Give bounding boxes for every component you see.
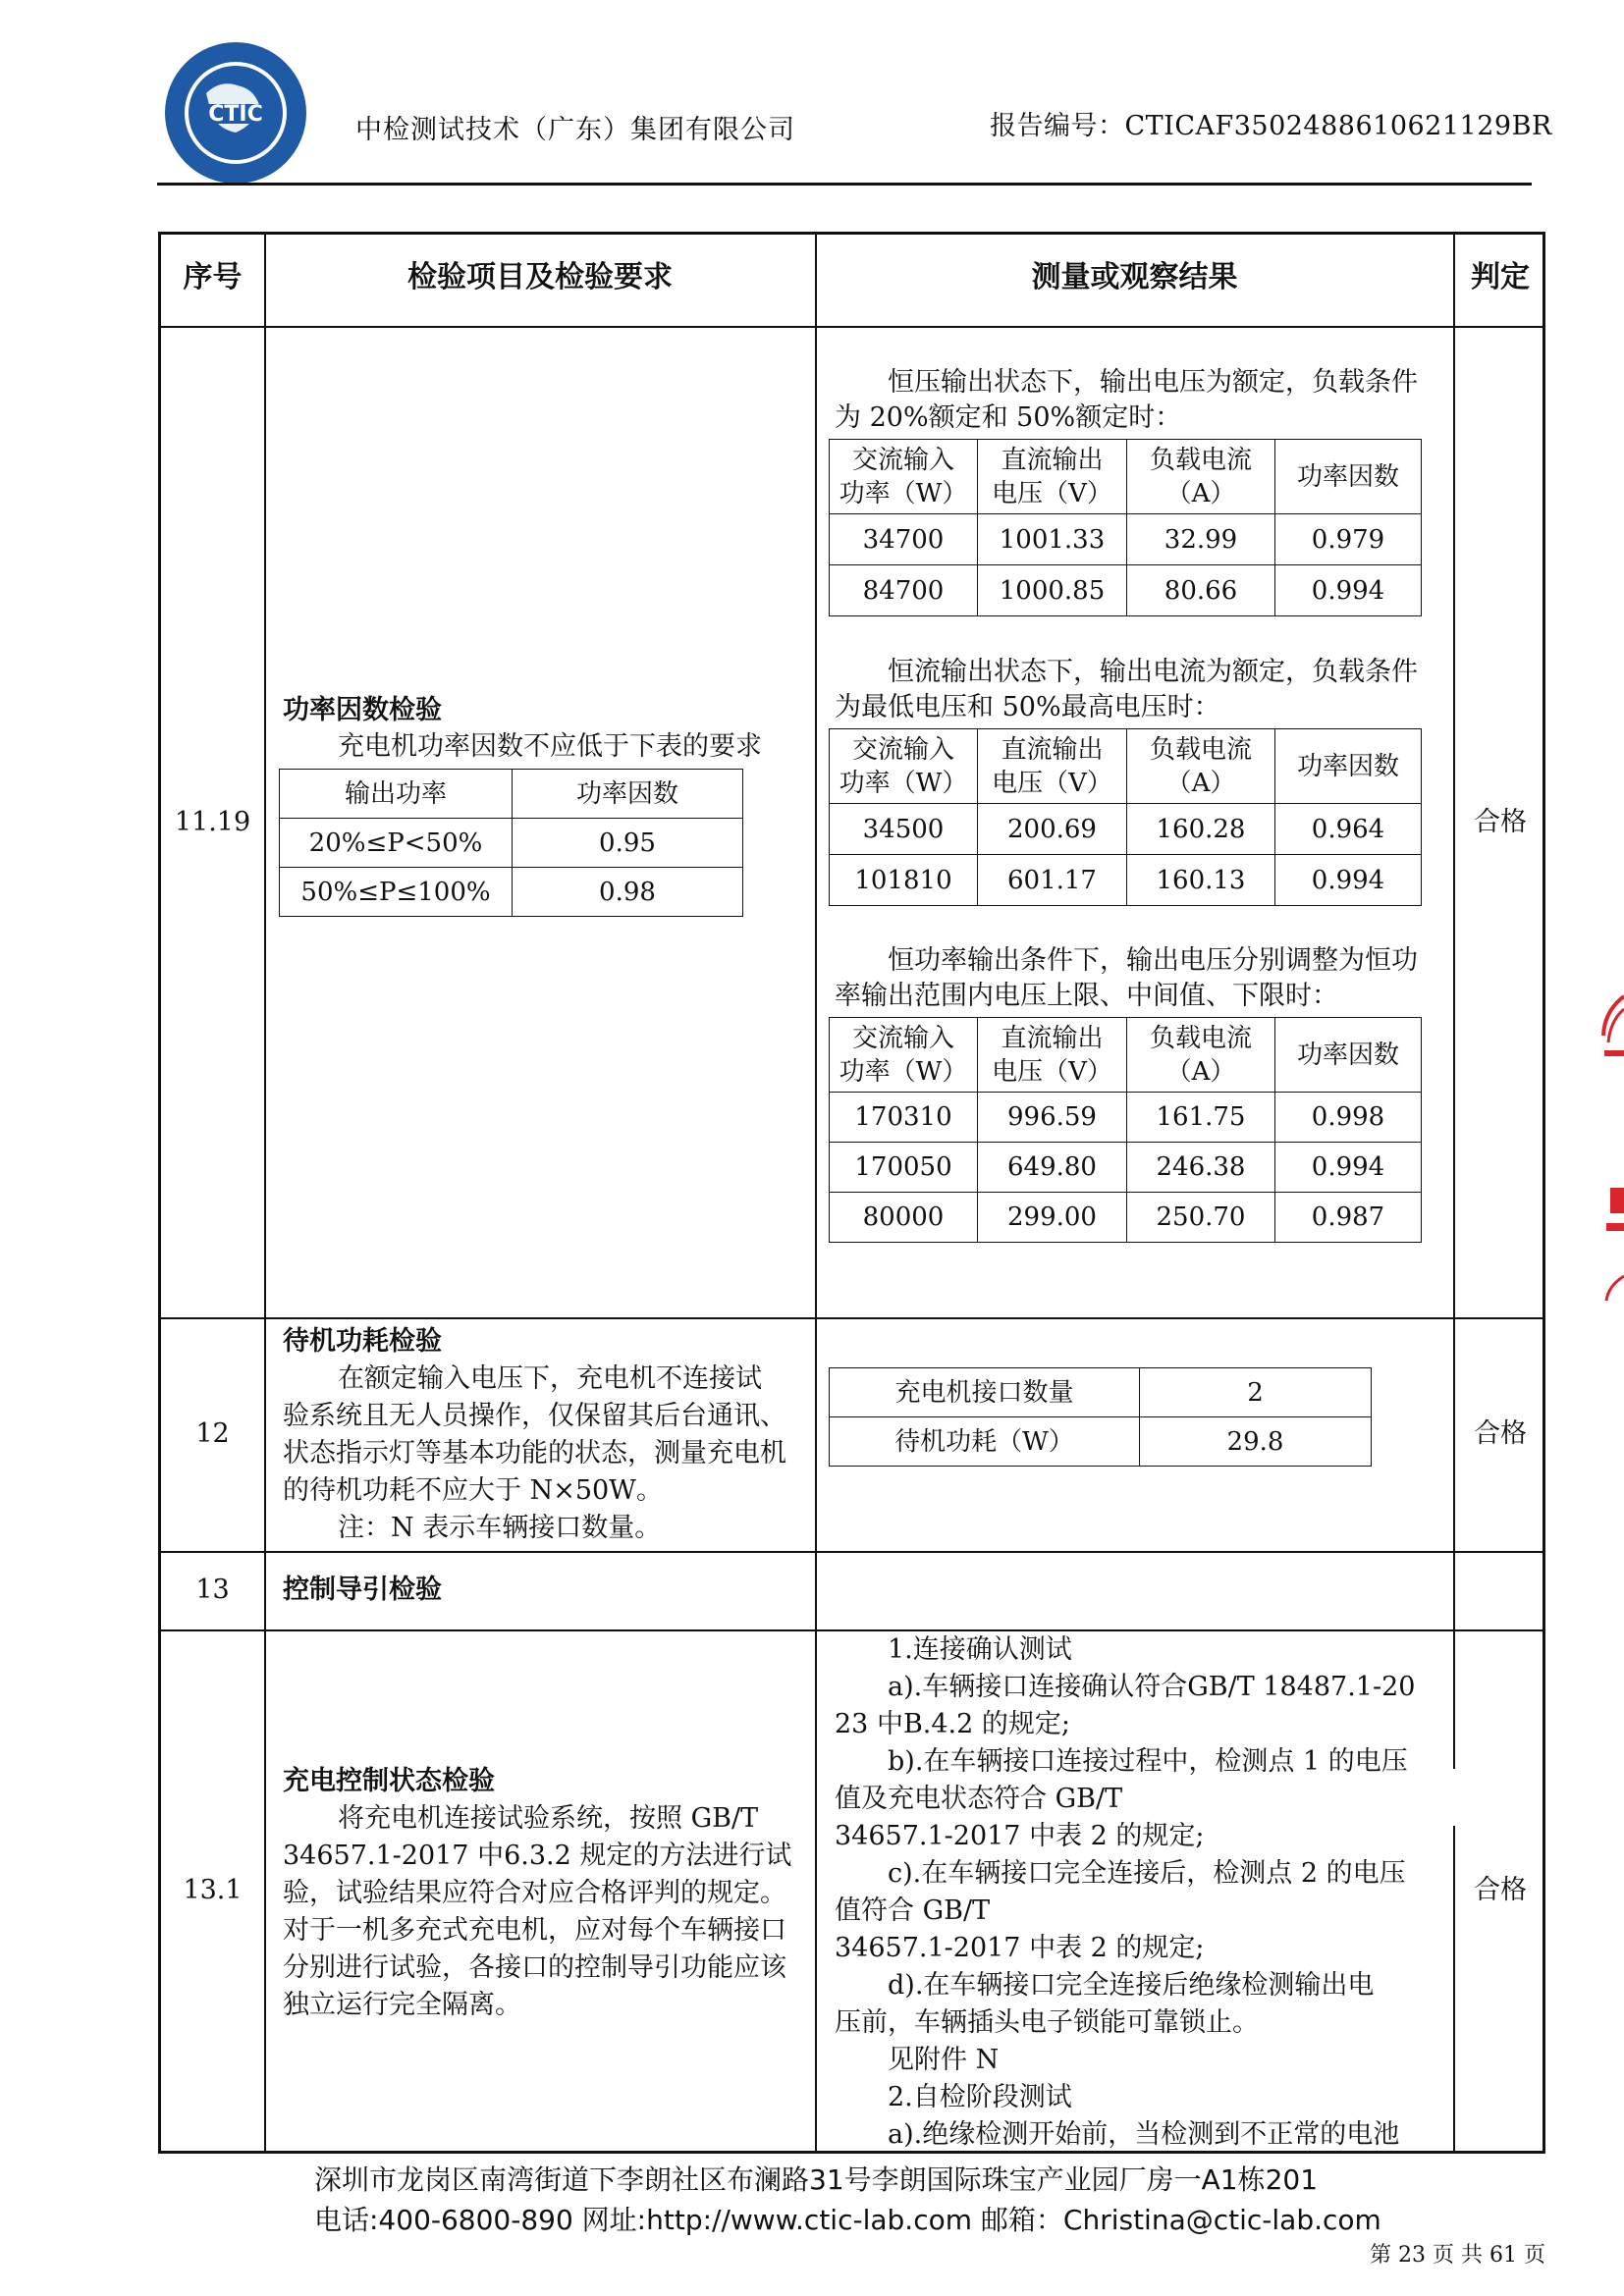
item-text-line: 将充电机连接试验系统，按照 GB/T [338,1803,759,1834]
cp-note-line1: 恒功率输出条件下，输出电压分别调整为恒功 [888,945,1418,976]
row-number: 13.1 [183,1875,243,1905]
item-title: 功率因数检验 [283,695,442,725]
row-number: 12 [195,1418,230,1449]
result-line: 34657.1-2017 中表 2 的规定; [835,1821,1205,1851]
result-line: 34657.1-2017 中表 2 的规定; [835,1933,1205,1963]
result-line: 压前，车辆插头电子锁能可靠锁止。 [835,2007,1259,2038]
item-requirement: 充电机功率因数不应低于下表的要求 [338,731,762,762]
result-line: 值及充电状态符合 GB/T [835,1784,1123,1814]
result-line: 1.连接确认测试 [888,1634,1072,1665]
col-header-result: 测量或观察结果 [1031,260,1238,294]
cp-result-table: 交流输入 功率（W） 直流输出 电压（V） 负载电流 （A） 功率因数 170310 996.59 161.75 0.998 170050 649.80 246.38 0.994 80000 299.00 250.70 0.987 [829,1017,1422,1243]
ctic-logo [162,39,309,187]
footer-address: 深圳市龙岗区南湾街道下李朗社区布澜路31号李朗国际珠宝产业园厂房一A1栋201 [314,2163,1319,2196]
page-number: 第 23 页 共 61 页 [1370,2243,1545,2268]
item-text-line: 分别进行试验，各接口的控制导引功能应该 [283,1952,786,1983]
result-line: a).车辆接口连接确认符合GB/T 18487.1-20 [888,1672,1416,1702]
svg-text:CTIC: CTIC [208,102,263,127]
item-text-line: 独立运行完全隔离。 [283,1990,521,2020]
cp-note-line2: 率输出范围内电压上限、中间值、下限时： [835,981,1338,1011]
result-line: 23 中B.4.2 的规定; [835,1709,1070,1739]
cc-result-table: 交流输入 功率（W） 直流输出 电压（V） 负载电流 （A） 功率因数 34500 200.69 160.28 0.964 101810 601.17 160.13 0.994 [829,728,1422,906]
item-text-line: 的待机功耗不应大于 N×50W。 [283,1475,663,1506]
verdict: 合格 [1474,807,1527,837]
verdict: 合格 [1474,1418,1527,1449]
item-title: 充电控制状态检验 [283,1766,495,1796]
footer-contact: 电话:400-6800-890 网址:http://www.ctic-lab.com 邮箱：Christina@ctic-lab.com [314,2204,1381,2236]
company-name: 中检测试技术（广东）集团有限公司 [355,115,795,145]
cv-note-line2: 为 20%额定和 50%额定时： [835,402,1182,433]
item-title: 控制导引检验 [283,1575,442,1605]
result-line: 见附件 N [888,2045,1000,2075]
stamp-seal [1600,991,1624,1306]
item-text-line: 34657.1-2017 中6.3.2 规定的方法进行试 [283,1841,792,1871]
col-header-item: 检验项目及检验要求 [407,260,673,294]
cv-note-line1: 恒压输出状态下，输出电压为额定，负载条件 [888,367,1418,398]
result-line: c).在车辆接口完全连接后，检测点 2 的电压 [888,1858,1406,1889]
inspection-table [158,232,1545,2154]
item-text-line: 在额定输入电压下，充电机不连接试 [338,1363,762,1394]
item-text-line: 状态指示灯等基本功能的状态，测量充电机 [283,1438,786,1468]
verdict: 合格 [1474,1875,1527,1905]
row-number: 11.19 [174,807,251,837]
header-divider [157,183,1532,186]
item-note: 注：N 表示车辆接口数量。 [338,1513,662,1543]
cc-note-line1: 恒流输出状态下，输出电流为额定，负载条件 [888,657,1418,687]
col-header-verdict: 判定 [1471,260,1530,294]
result-line: 值符合 GB/T [835,1896,991,1926]
cv-result-table: 交流输入 功率（W） 直流输出 电压（V） 负载电流 （A） 功率因数 34700 1001.33 32.99 0.979 84700 1000.85 80.66 0.994 [829,439,1422,616]
item-text-line: 验系统且无人员操作，仅保留其后台通讯、 [283,1401,786,1431]
standby-result-table: 充电机接口数量 2 待机功耗（W） 29.8 [829,1367,1372,1467]
report-number: 报告编号：CTICAF3502488610621129BR [990,111,1552,141]
item-text-line: 对于一机多充式充电机，应对每个车辆接口 [283,1915,786,1946]
result-line: 2.自检阶段测试 [888,2082,1072,2112]
result-line: d).在车辆接口完全连接后绝缘检测输出电 [888,1970,1375,2001]
requirement-table: 输出功率 功率因数 20%≤P<50% 0.95 50%≤P≤100% 0.98 [279,769,743,917]
cc-note-line2: 为最低电压和 50%最高电压时： [835,692,1220,722]
item-text-line: 验，试验结果应符合对应合格评判的规定。 [283,1878,786,1908]
row-number: 13 [195,1575,230,1605]
result-line: b).在车辆接口连接过程中，检测点 1 的电压 [888,1746,1408,1777]
col-header-no: 序号 [183,260,243,294]
result-line: a).绝缘检测开始前，当检测到不正常的电池 [888,2119,1400,2150]
item-title: 待机功耗检验 [283,1326,442,1357]
